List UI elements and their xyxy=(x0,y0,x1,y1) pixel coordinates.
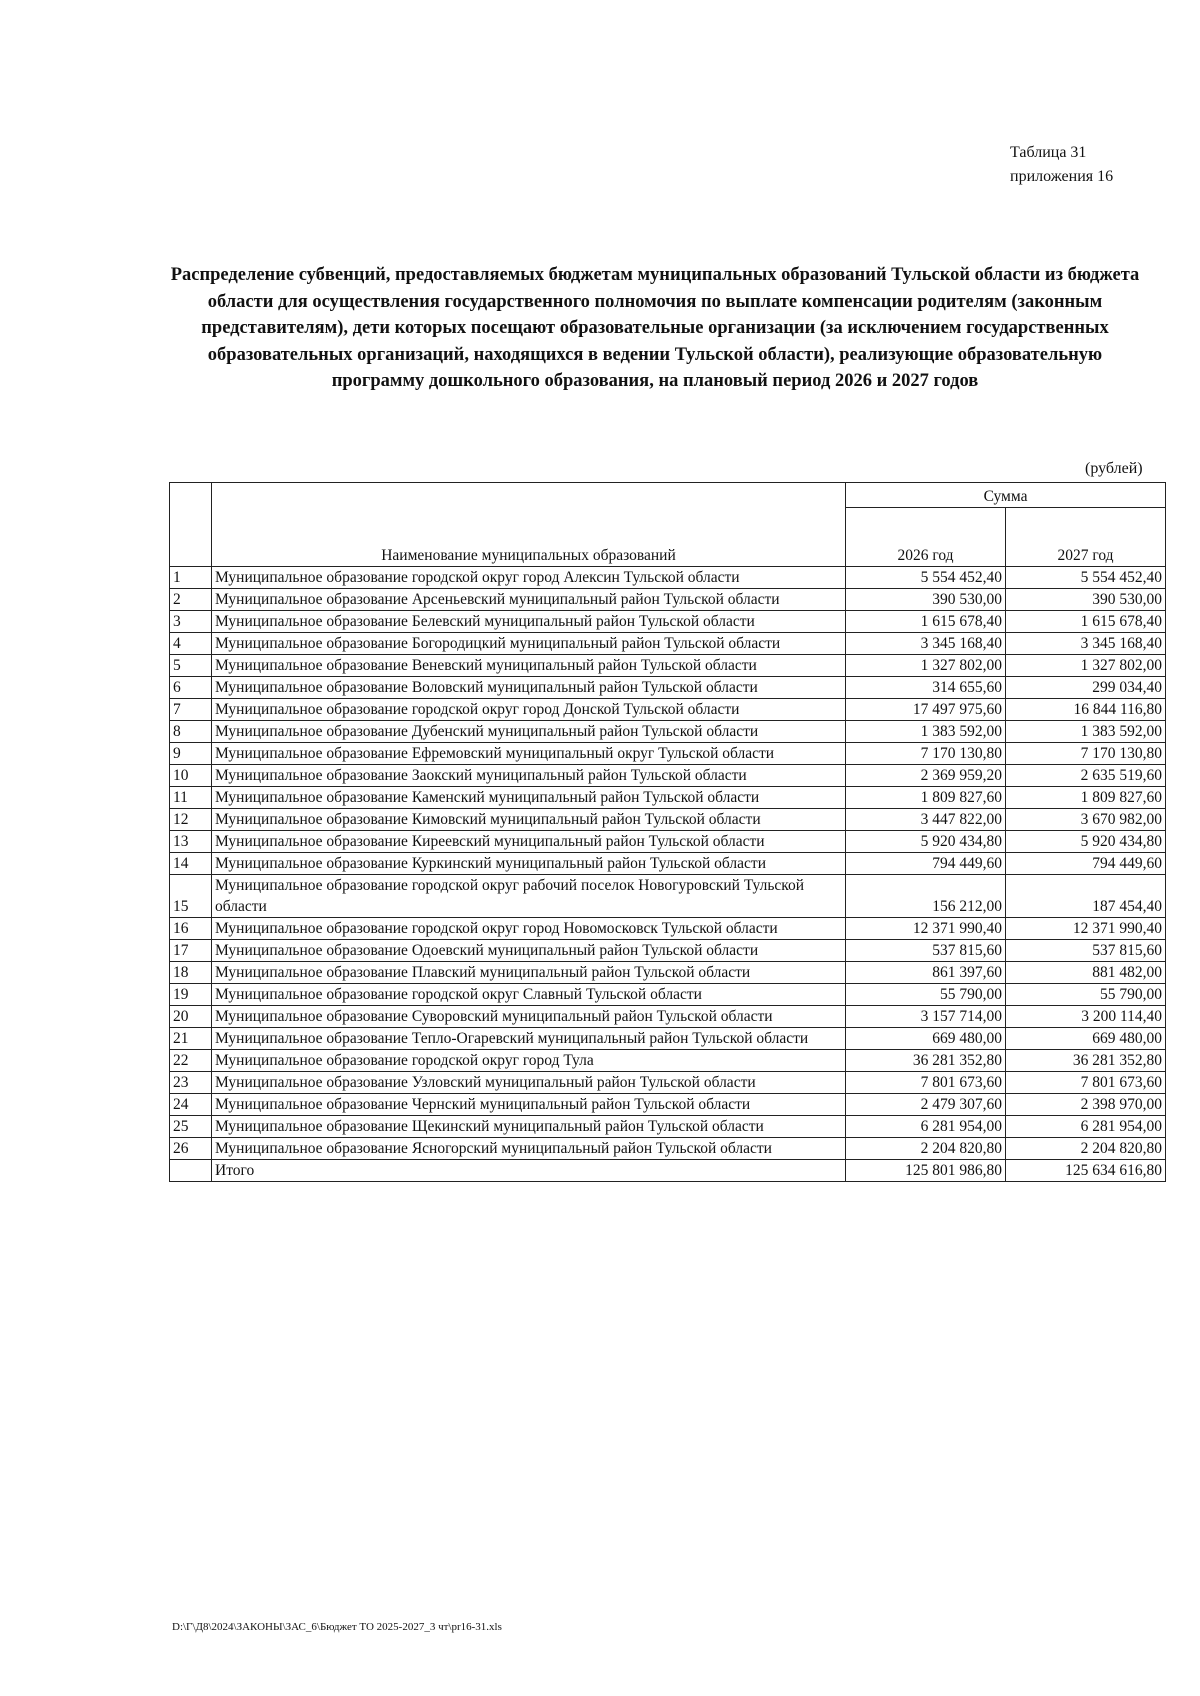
row-value-2026: 3 345 168,40 xyxy=(846,633,1006,655)
row-value-2027: 1 383 592,00 xyxy=(1006,721,1166,743)
row-value-2026: 2 204 820,80 xyxy=(846,1138,1006,1160)
row-value-2026: 7 801 673,60 xyxy=(846,1072,1006,1094)
row-value-2027: 794 449,60 xyxy=(1006,853,1166,875)
row-number: 22 xyxy=(170,1050,212,1072)
row-number: 4 xyxy=(170,633,212,655)
table-row xyxy=(170,1050,1166,1072)
row-municipality-name: Муниципальное образование городской округ город Тула xyxy=(212,1050,846,1072)
row-value-2026: 7 170 130,80 xyxy=(846,743,1006,765)
row-value-2026: 17 497 975,60 xyxy=(846,699,1006,721)
row-value-2027: 537 815,60 xyxy=(1006,940,1166,962)
table-row xyxy=(170,875,1166,918)
row-value-2026: 669 480,00 xyxy=(846,1028,1006,1050)
row-value-2027: 36 281 352,80 xyxy=(1006,1050,1166,1072)
row-value-2027: 2 204 820,80 xyxy=(1006,1138,1166,1160)
table-row xyxy=(170,1138,1166,1160)
row-value-2027: 6 281 954,00 xyxy=(1006,1116,1166,1138)
header-row-top xyxy=(170,483,1166,508)
row-number: 11 xyxy=(170,787,212,809)
table-row xyxy=(170,567,1166,589)
total-label: Итого xyxy=(212,1160,846,1182)
table-row xyxy=(170,721,1166,743)
row-municipality-name: Муниципальное образование Каменский муниципальный район Тульской области xyxy=(212,787,846,809)
row-value-2027: 5 920 434,80 xyxy=(1006,831,1166,853)
row-number: 12 xyxy=(170,809,212,831)
table-row xyxy=(170,655,1166,677)
row-value-2026: 314 655,60 xyxy=(846,677,1006,699)
row-number: 13 xyxy=(170,831,212,853)
row-value-2027: 2 635 519,60 xyxy=(1006,765,1166,787)
table-row xyxy=(170,831,1166,853)
row-municipality-name: Муниципальное образование Чернский муниципальный район Тульской области xyxy=(212,1094,846,1116)
header-2027-cell: 2027 год xyxy=(1006,508,1166,567)
row-number: 21 xyxy=(170,1028,212,1050)
row-value-2027: 7 170 130,80 xyxy=(1006,743,1166,765)
table-row xyxy=(170,743,1166,765)
row-number: 16 xyxy=(170,918,212,940)
document-title: Распределение субвенций, предоставляемых бюджетам муниципальных образований Тульской области из бюджета области для осуществления государственного полномочия по выплате компенсации родителям (законным представителям), дети которых посещают образовательные организации (за исключением государственных образовательных организаций, находящихся в ведении Тульской области), реализующие образовательную программу дошкольного образования, на плановый период 2026 и 2027 годов xyxy=(170,265,1140,391)
units-label: (рублей) xyxy=(1085,460,1143,477)
row-value-2027: 3 200 114,40 xyxy=(1006,1006,1166,1028)
row-value-2027: 2 398 970,00 xyxy=(1006,1094,1166,1116)
table-row xyxy=(170,853,1166,875)
row-municipality-name: Муниципальное образование Одоевский муниципальный район Тульской области xyxy=(212,940,846,962)
row-municipality-name: Муниципальное образование Куркинский муниципальный район Тульской области xyxy=(212,853,846,875)
table-row xyxy=(170,589,1166,611)
row-value-2027: 669 480,00 xyxy=(1006,1028,1166,1050)
row-municipality-name: Муниципальное образование городской округ город Новомосковск Тульской области xyxy=(212,918,846,940)
row-value-2027: 3 670 982,00 xyxy=(1006,809,1166,831)
row-value-2027: 5 554 452,40 xyxy=(1006,567,1166,589)
row-municipality-name: Муниципальное образование Ефремовский муниципальный округ Тульской области xyxy=(212,743,846,765)
row-value-2027: 1 809 827,60 xyxy=(1006,787,1166,809)
row-number: 26 xyxy=(170,1138,212,1160)
row-municipality-name: Муниципальное образование Дубенский муниципальный район Тульской области xyxy=(212,721,846,743)
row-number: 24 xyxy=(170,1094,212,1116)
row-value-2026: 12 371 990,40 xyxy=(846,918,1006,940)
row-municipality-name: Муниципальное образование Суворовский муниципальный район Тульской области xyxy=(212,1006,846,1028)
row-value-2027: 1 615 678,40 xyxy=(1006,611,1166,633)
table-row xyxy=(170,984,1166,1006)
row-number: 18 xyxy=(170,962,212,984)
row-municipality-name: Муниципальное образование Богородицкий муниципальный район Тульской области xyxy=(212,633,846,655)
row-municipality-name: Муниципальное образование Киреевский муниципальный район Тульской области xyxy=(212,831,846,853)
row-number: 2 xyxy=(170,589,212,611)
row-municipality-name: Муниципальное образование городской округ Славный Тульской области xyxy=(212,984,846,1006)
row-number: 25 xyxy=(170,1116,212,1138)
row-value-2027: 299 034,40 xyxy=(1006,677,1166,699)
row-number: 14 xyxy=(170,853,212,875)
row-value-2027: 55 790,00 xyxy=(1006,984,1166,1006)
appendix-number: приложения 16 xyxy=(1010,168,1114,185)
row-value-2026: 156 212,00 xyxy=(846,875,1006,918)
row-value-2027: 1 327 802,00 xyxy=(1006,655,1166,677)
row-municipality-name: Муниципальное образование Заокский муниципальный район Тульской области xyxy=(212,765,846,787)
table-row xyxy=(170,809,1166,831)
row-municipality-name: Муниципальное образование Воловский муниципальный район Тульской области xyxy=(212,677,846,699)
table-row xyxy=(170,940,1166,962)
row-municipality-name: Муниципальное образование Плавский муниципальный район Тульской области xyxy=(212,962,846,984)
row-number: 23 xyxy=(170,1072,212,1094)
total-value-2027: 125 634 616,80 xyxy=(1006,1160,1166,1182)
row-value-2027: 881 482,00 xyxy=(1006,962,1166,984)
distribution-table xyxy=(169,482,1166,1182)
row-number: 7 xyxy=(170,699,212,721)
row-value-2026: 3 447 822,00 xyxy=(846,809,1006,831)
row-value-2026: 2 369 959,20 xyxy=(846,765,1006,787)
row-value-2026: 6 281 954,00 xyxy=(846,1116,1006,1138)
row-value-2026: 55 790,00 xyxy=(846,984,1006,1006)
total-row xyxy=(170,1160,1166,1182)
row-number: 6 xyxy=(170,677,212,699)
table-row xyxy=(170,1072,1166,1094)
row-municipality-name: Муниципальное образование Белевский муниципальный район Тульской области xyxy=(212,611,846,633)
table-number: Таблица 31 xyxy=(1010,144,1087,161)
row-municipality-name: Муниципальное образование Арсеньевский муниципальный район Тульской области xyxy=(212,589,846,611)
row-value-2027: 12 371 990,40 xyxy=(1006,918,1166,940)
row-value-2026: 2 479 307,60 xyxy=(846,1094,1006,1116)
row-municipality-name: Муниципальное образование Веневский муниципальный район Тульской области xyxy=(212,655,846,677)
row-value-2027: 16 844 116,80 xyxy=(1006,699,1166,721)
row-number: 19 xyxy=(170,984,212,1006)
row-municipality-name: Муниципальное образование городской округ рабочий поселок Новогуровский Тульской области xyxy=(212,875,846,918)
row-value-2026: 861 397,60 xyxy=(846,962,1006,984)
row-value-2026: 1 809 827,60 xyxy=(846,787,1006,809)
file-path-footer: D:\Г\Д8\2024\ЗАКОНЫ\ЗАС_6\Бюджет ТО 2025-2027_3 чт\pr16-31.xls xyxy=(172,1621,502,1633)
table-row xyxy=(170,677,1166,699)
header-name-cell: Наименование муниципальных образований xyxy=(212,483,846,567)
row-number: 5 xyxy=(170,655,212,677)
row-number: 15 xyxy=(170,875,212,918)
table-row xyxy=(170,1094,1166,1116)
row-value-2026: 1 327 802,00 xyxy=(846,655,1006,677)
table-row xyxy=(170,699,1166,721)
row-value-2026: 1 383 592,00 xyxy=(846,721,1006,743)
header-2026-cell: 2026 год xyxy=(846,508,1006,567)
row-value-2026: 5 920 434,80 xyxy=(846,831,1006,853)
header-num-cell xyxy=(170,483,212,567)
row-municipality-name: Муниципальное образование Тепло-Огаревский муниципальный район Тульской области xyxy=(212,1028,846,1050)
row-value-2026: 36 281 352,80 xyxy=(846,1050,1006,1072)
row-value-2026: 5 554 452,40 xyxy=(846,567,1006,589)
row-municipality-name: Муниципальное образование Ясногорский муниципальный район Тульской области xyxy=(212,1138,846,1160)
row-number: 17 xyxy=(170,940,212,962)
header-sum-cell: Сумма xyxy=(846,483,1166,508)
table-row xyxy=(170,962,1166,984)
table-row xyxy=(170,1116,1166,1138)
table-row xyxy=(170,1006,1166,1028)
table-row xyxy=(170,633,1166,655)
row-number: 9 xyxy=(170,743,212,765)
row-value-2027: 3 345 168,40 xyxy=(1006,633,1166,655)
row-municipality-name: Муниципальное образование Узловский муниципальный район Тульской области xyxy=(212,1072,846,1094)
total-value-2026: 125 801 986,80 xyxy=(846,1160,1006,1182)
row-value-2027: 187 454,40 xyxy=(1006,875,1166,918)
row-number: 8 xyxy=(170,721,212,743)
total-number-cell xyxy=(170,1160,212,1182)
row-municipality-name: Муниципальное образование Кимовский муниципальный район Тульской области xyxy=(212,809,846,831)
table-row xyxy=(170,611,1166,633)
table-row xyxy=(170,765,1166,787)
row-number: 20 xyxy=(170,1006,212,1028)
row-value-2026: 537 815,60 xyxy=(846,940,1006,962)
row-municipality-name: Муниципальное образование городской округ город Донской Тульской области xyxy=(212,699,846,721)
row-value-2026: 794 449,60 xyxy=(846,853,1006,875)
table-row xyxy=(170,787,1166,809)
table-row xyxy=(170,918,1166,940)
row-value-2026: 390 530,00 xyxy=(846,589,1006,611)
table-row xyxy=(170,1028,1166,1050)
row-value-2026: 3 157 714,00 xyxy=(846,1006,1006,1028)
row-municipality-name: Муниципальное образование Щекинский муниципальный район Тульской области xyxy=(212,1116,846,1138)
row-value-2026: 1 615 678,40 xyxy=(846,611,1006,633)
row-value-2027: 7 801 673,60 xyxy=(1006,1072,1166,1094)
row-number: 1 xyxy=(170,567,212,589)
row-number: 10 xyxy=(170,765,212,787)
table-reference xyxy=(1010,141,1113,189)
row-municipality-name: Муниципальное образование городской округ город Алексин Тульской области xyxy=(212,567,846,589)
row-number: 3 xyxy=(170,611,212,633)
row-value-2027: 390 530,00 xyxy=(1006,589,1166,611)
